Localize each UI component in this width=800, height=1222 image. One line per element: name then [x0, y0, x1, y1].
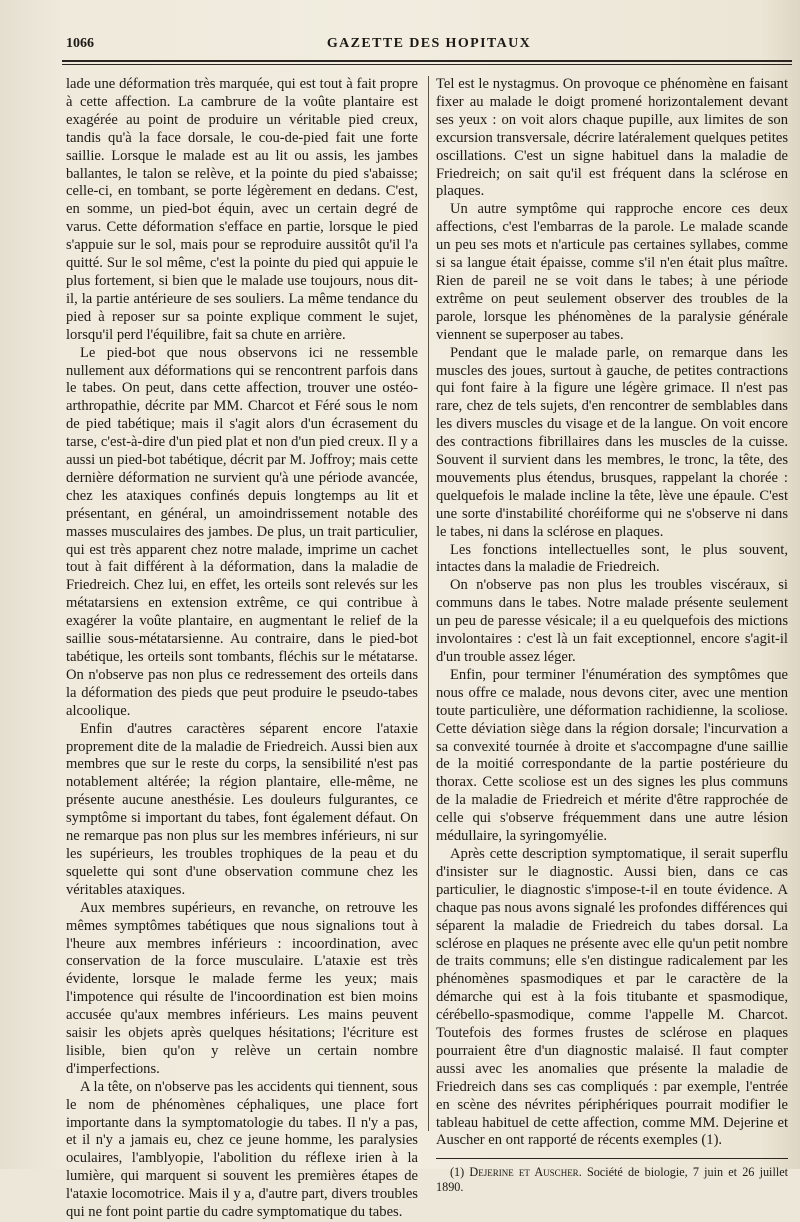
paragraph: Pendant que le malade parle, on remarque dans les muscles des joues, surtout à gauche, de petites contractions qui font faire à la figure une légère grimace. Il n'est pas rare, chez de tels sujets, d'en rencontrer de semblables dans les divers muscles du visage et de la langue. On voit encore des contractions fibrillaires dans les muscles de la cuisse. Souvent il survient dans les membres, le tronc, la tête, des mouvements plus étendus, brusques, rappelant la chorée : quelquefois le malade incline la tête, lève une épaule. C'est une sorte d'instabilité choréiforme qui ne s'observe ni dans le tabes, ni dans la sclérose en plaques.	[436, 344, 788, 540]
footnote-rule	[436, 1158, 788, 1159]
footnote	[436, 1165, 788, 1195]
paragraph: Le pied-bot que nous observons ici ne ressemble nullement aux déformations qui se rencontrent parfois dans le tabes. On peut, dans cette affection, trouver une ostéo-arthropathie, décrite par MM. Charcot et Féré sous le nom de pied tabétique; mais il s'agit alors d'un écrasement du tarse, c'est-à-dire d'un pied plat et non d'un pied creux. Il y a aussi un pied-bot tabétique, décrit par M. Joffroy; mais cette dernière déformation ne survient qu'à une période avancée, chez les ataxiques confinés depuis longtemps au lit et présentant, en général, un amoindrissement notable des masses musculaires des jambes. De plus, un trait particulier, qui est très apparent chez notre malade, imprime un cachet tout à fait différent à la déformation, dans la maladie de Friedreich. Chez lui, en effet, les orteils sont relevés sur les métatarsiens en extension extrême, ce qui contribue à exagérer la voûte plantaire, en augmentant le relief de la saillie sous-métatarsienne. Au contraire, dans le pied-bot tabétique, les orteils sont tombants, fléchis sur le métatarse. On n'observe pas non plus ce redressement des orteils dans la déformation des pieds que peut produire le pseudo-tabes alcoolique.	[66, 344, 418, 719]
page-number: 1066	[66, 36, 94, 51]
paragraph: Tel est le nystagmus. On provoque ce phénomène en faisant fixer au malade le doigt promené horizontalement devant ses yeux : on voit alors chaque pupille, aux limites de son excursion transversale, décrire latéralement quelques petites oscillations. C'est un signe habituel dans la maladie de Friedreich; on sait qu'il est fréquent dans la sclérose en plaques.	[436, 76, 788, 200]
paragraph: Enfin, pour terminer l'énumération des symptômes que nous offre ce malade, nous devons citer, avec une mention toute particulière, une déformation rachidienne, la scoliose. Cette déviation siège dans la région dorsale; l'incurvation a sa convexité tournée à droite et s'accompagne d'une saillie de la moitié correspondante de la partie postérieure du thorax. Cette scoliose est un des signes les plus communs de la maladie de Friedreich et mérite d'être rapprochée de celle qui s'observe fréquemment dans une autre lésion médullaire, la syringomyélie.	[436, 666, 788, 845]
paragraph: Aux membres supérieurs, en revanche, on retrouve les mêmes symptômes tabétiques que nous signalions tout à l'heure aux membres inférieurs : incoordination, avec conservation de la force musculaire. L'ataxie est très évidente, lorsque le malade ferme les yeux; mais l'impotence qui résulte de l'incoordination est bien moins accusée qu'aux membres inférieurs. Les mains peuvent saisir les objets après quelques hésitations; l'écriture est lisible, bien qu'on y relève un certain nombre d'imperfections.	[66, 899, 418, 1077]
header-rule-thin	[62, 64, 792, 65]
footnote-marker: (1)	[450, 1165, 465, 1180]
footnote-text: Société de biologie, 7 juin et 26 juillet 1890.	[436, 1165, 789, 1195]
page-header	[66, 34, 792, 56]
paragraph: A la tête, on n'observe pas les accidents qui tiennent, sous le nom de phénomènes céphaliques, une place fort importante dans la symptomatologie du tabes. Il n'y a pas, et il n'y a jamais eu, chez ce jeune homme, les paralysies oculaires, l'amblyopie, l'abolition du réflexe irien à la lumière, qui marquent si souvent les premières étapes de l'ataxie locomotrice. Mais il y a, d'autre part, divers troubles qui ne font point partie du cadre symptomatique du tabes.	[66, 1078, 418, 1221]
header-rule	[62, 60, 792, 62]
journal-title: GAZETTE DES HOPITAUX	[326, 36, 532, 51]
paragraph: Enfin d'autres caractères séparent encore l'ataxie proprement dite de la maladie de Friedreich. Aussi bien aux membres que sur le reste du corps, la sensibilité n'est pas notablement altérée; la région plantaire, elle-même, ne présente aucune anesthésie. Les douleurs fulgurantes, ce symptôme si important du tabes, font également défaut. On ne remarque pas non plus sur les membres inférieurs, ni sur les supérieurs, les troubles trophiques de la peau et du squelette qui sont d'une observation commune chez les véritables ataxiques.	[66, 720, 418, 898]
paragraph: lade une déformation très marquée, qui est tout à fait propre à cette affection. La cambrure de la voûte plantaire est exagérée au point de produire un véritable pied creux, tandis qu'à la face dorsale, le cou-de-pied fait une forte saillie. Lorsque le malade est au lit ou assis, les jambes ballantes, le talon se relève, et la pointe du pied s'abaisse; celle-ci, en tombant, se porte légèrement en dedans. C'est, en somme, un pied-bot équin, avec un certain degré de varus. Cette déformation s'efface en partie, lorsque le pied s'appuie sur le sol, mais pour se reproduire aussitôt qu'il l'a quitté. Sur le sol même, c'est la pointe du pied qui appuie le plus fortement, si bien que le malade use toujours, nous dit-il, la partie antérieure de ses souliers. La même tendance du pied à reposer sur sa pointe explique comment le sujet, lorsqu'il perd l'équilibre, fait sa chute en arrière.	[66, 76, 418, 343]
paragraph: On n'observe pas non plus les troubles viscéraux, si communs dans le tabes. Notre malade présente seulement un peu de paresse vésicale; il a eu quelquefois des mictions involontaires : c'est là un fait exceptionnel, encore s'agit-il d'un trouble assez léger.	[436, 577, 788, 665]
footnote-authors: Dejerine et Auscher.	[469, 1165, 582, 1180]
left-column	[66, 76, 418, 1222]
paragraph: Après cette description symptomatique, il serait superflu d'insister sur le diagnostic. Aussi bien, dans ce cas particulier, le diagnostic s'impose-t-il en toute évidence. A chaque pas nous avons signalé les profondes différences qui séparent la maladie de Friedreich du tabes dorsal. La sclérose en plaques ne présente avec elle qu'un petit nombre de traits communs; elle s'en distingue radicalement par les phénomènes spasmodiques et par le caractère de la démarche qui est à la fois titubante et spasmodique, cérébello-spasmodique, comme l'appelle M. Charcot. Toutefois des formes frustes de sclérose en plaques pourraient être d'un diagnostic malaisé. Il faut compter aussi avec les anomalies que présente la maladie de Friedreich dans ses cas compliqués : par exemple, l'entrée en scène des névrites périphériques pourrait modifier le tableau habituel de cette affection, comme MM. Dejerine et Auscher en ont rapporté de récents exemples (1).	[436, 845, 788, 1149]
paragraph: Un autre symptôme qui rapproche encore ces deux affections, c'est l'embarras de la parole. Le malade scande un peu ses mots et n'articule pas certaines syllabes, comme si sa langue était épaisse, comme s'il n'en était plus maître. Rien de pareil ne se voit dans le tabes; à une période extrême on peut seulement observer des troubles de la parole, lorsque les phénomènes de la paralysie générale viennent se superposer au tabes.	[436, 201, 788, 343]
column-divider	[428, 76, 429, 1131]
paragraph: Les fonctions intellectuelles sont, le plus souvent, intactes dans la maladie de Friedreich.	[436, 541, 788, 576]
right-column	[436, 76, 788, 1195]
